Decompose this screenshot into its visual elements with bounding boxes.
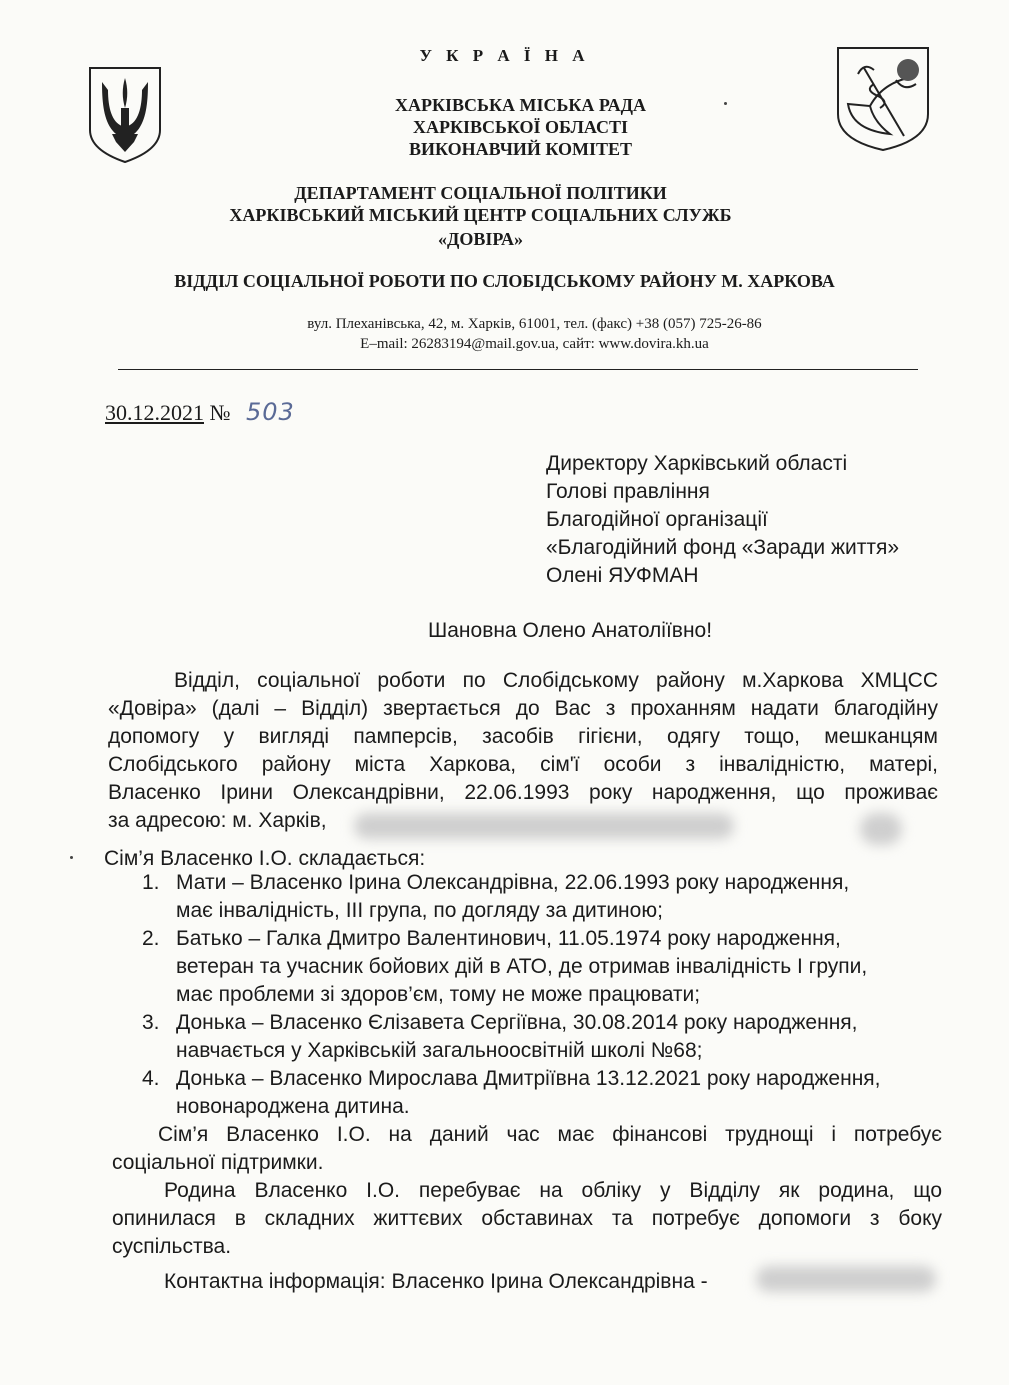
redacted-phone	[756, 1266, 936, 1292]
financial-paragraph	[112, 1121, 942, 1177]
list-item	[142, 1065, 942, 1121]
addressee-block	[546, 450, 899, 590]
department-line: ДЕПАРТАМЕНТ СОЦІАЛЬНОЇ ПОЛІТИКИ	[294, 183, 667, 203]
paragraph-line: за адресою: м. Харків,	[108, 809, 327, 832]
list-item	[142, 925, 942, 1009]
paper-speck	[70, 856, 73, 859]
paragraph-line: опинилася в складних життєвих обставинах та потребує допомоги з боку	[112, 1207, 942, 1230]
council-header	[16, 94, 1009, 160]
salutation: Шановна Олено Анатоліївно!	[428, 619, 713, 642]
header-divider	[118, 369, 918, 370]
paragraph-line: соціальної підтримки.	[112, 1151, 324, 1174]
paragraph-line: «Довіра» (далі – Відділ) звертається до Вас з проханням надати благодійну	[108, 697, 938, 720]
list-item	[142, 869, 942, 925]
council-line: ХАРКІВСЬКА МІСЬКА РАДА	[394, 95, 647, 115]
list-line: ветеран та учасник бойових дій в АТО, де отримав інвалідність І групи,	[176, 955, 868, 978]
family-title: Сім’я Власенко І.О. складається:	[104, 847, 426, 870]
list-number: 2.	[142, 927, 160, 950]
registration-number: 503	[246, 398, 295, 426]
addressee-line: «Благодійний фонд «Заради життя»	[546, 536, 900, 559]
document-date: 30.12.2021	[105, 400, 204, 425]
list-line: Донька – Власенко Мирослава Дмитріївна 13.12.2021 року народження,	[176, 1067, 881, 1090]
number-label: №	[209, 400, 231, 425]
redacted-mark	[860, 813, 902, 845]
list-number: 3.	[142, 1011, 160, 1034]
list-line: новонароджена дитина.	[176, 1095, 410, 1118]
list-item	[142, 1009, 942, 1065]
paragraph-line: Слобідського району міста Харкова, сім'ї особи з інвалідністю, матері,	[108, 753, 938, 776]
contact-info: Контактна інформація: Власенко Ірина Олександрівна -	[164, 1270, 708, 1293]
contacts-line: E–mail: 26283194@mail.gov.ua, сайт: www.dovira.kh.ua	[360, 336, 709, 352]
addressee-line: Голові правління	[546, 480, 710, 503]
address-line: вул. Плеханівська, 42, м. Харків, 61001, тел. (факс) +38 (057) 725-26-86	[307, 316, 762, 332]
list-line: має проблеми зі здоров’єм, тому не може працювати;	[176, 983, 701, 1006]
council-line: ХАРКІВСЬКОЇ ОБЛАСТІ	[412, 117, 629, 137]
center-name: «ДОВІРА»	[437, 229, 524, 249]
paragraph-line: Сім’я Власенко І.О. на даний час має фінансові труднощі і потребує	[158, 1123, 942, 1146]
paragraph-line: Власенко Ірини Олександрівни, 22.06.1993 року народження, що проживає	[108, 781, 938, 804]
list-number: 1.	[142, 871, 160, 894]
addressee-line: Благодійної організації	[546, 508, 768, 531]
list-line: має інвалідність, ІІІ група, по догляду за дитиною;	[176, 899, 663, 922]
paragraph-line: Родина Власенко І.О. перебуває на обліку у Відділу як родина, що	[164, 1179, 942, 1202]
date-number-line	[105, 398, 295, 426]
list-number: 4.	[142, 1067, 160, 1090]
list-line: Донька – Власенко Єлізавета Сергіївна, 30.08.2014 року народження,	[176, 1011, 858, 1034]
division-title: ВІДДІЛ СОЦІАЛЬНОЇ РОБОТИ ПО СЛОБІДСЬКОМУ РАЙОНУ М. ХАРКОВА	[174, 271, 835, 291]
paragraph-line: допомогу у вигляді памперсів, засобів гігієни, одягу тощо, мешканцям	[108, 725, 938, 748]
family-list	[142, 869, 942, 1121]
list-line: навчається у Харківській загальноосвітній школі №68;	[176, 1039, 703, 1062]
list-line: Мати – Власенко Ірина Олександрівна, 22.06.1993 року народження,	[176, 871, 850, 894]
addressee-line: Директору Харківський області	[546, 452, 848, 475]
registration-paragraph	[112, 1177, 942, 1261]
council-line: ВИКОНАВЧИЙ КОМІТЕТ	[408, 139, 633, 159]
addressee-line: Олені ЯУФМАН	[546, 564, 699, 587]
paper-speck	[724, 102, 727, 105]
country-title: У К Р А Ї Н А	[419, 46, 590, 65]
list-line: Батько – Галка Дмитро Валентинович, 11.05.1974 року народження,	[176, 927, 841, 950]
paragraph-line: суспільства.	[112, 1235, 232, 1258]
paragraph-line: Відділ, соціальної роботи по Слобідському району м.Харкова ХМЦСС	[174, 669, 938, 692]
request-paragraph	[108, 667, 938, 835]
redacted-address	[354, 813, 734, 839]
center-line: ХАРКІВСЬКИЙ МІСЬКИЙ ЦЕНТР СОЦІАЛЬНИХ СЛУЖБ	[229, 205, 732, 225]
